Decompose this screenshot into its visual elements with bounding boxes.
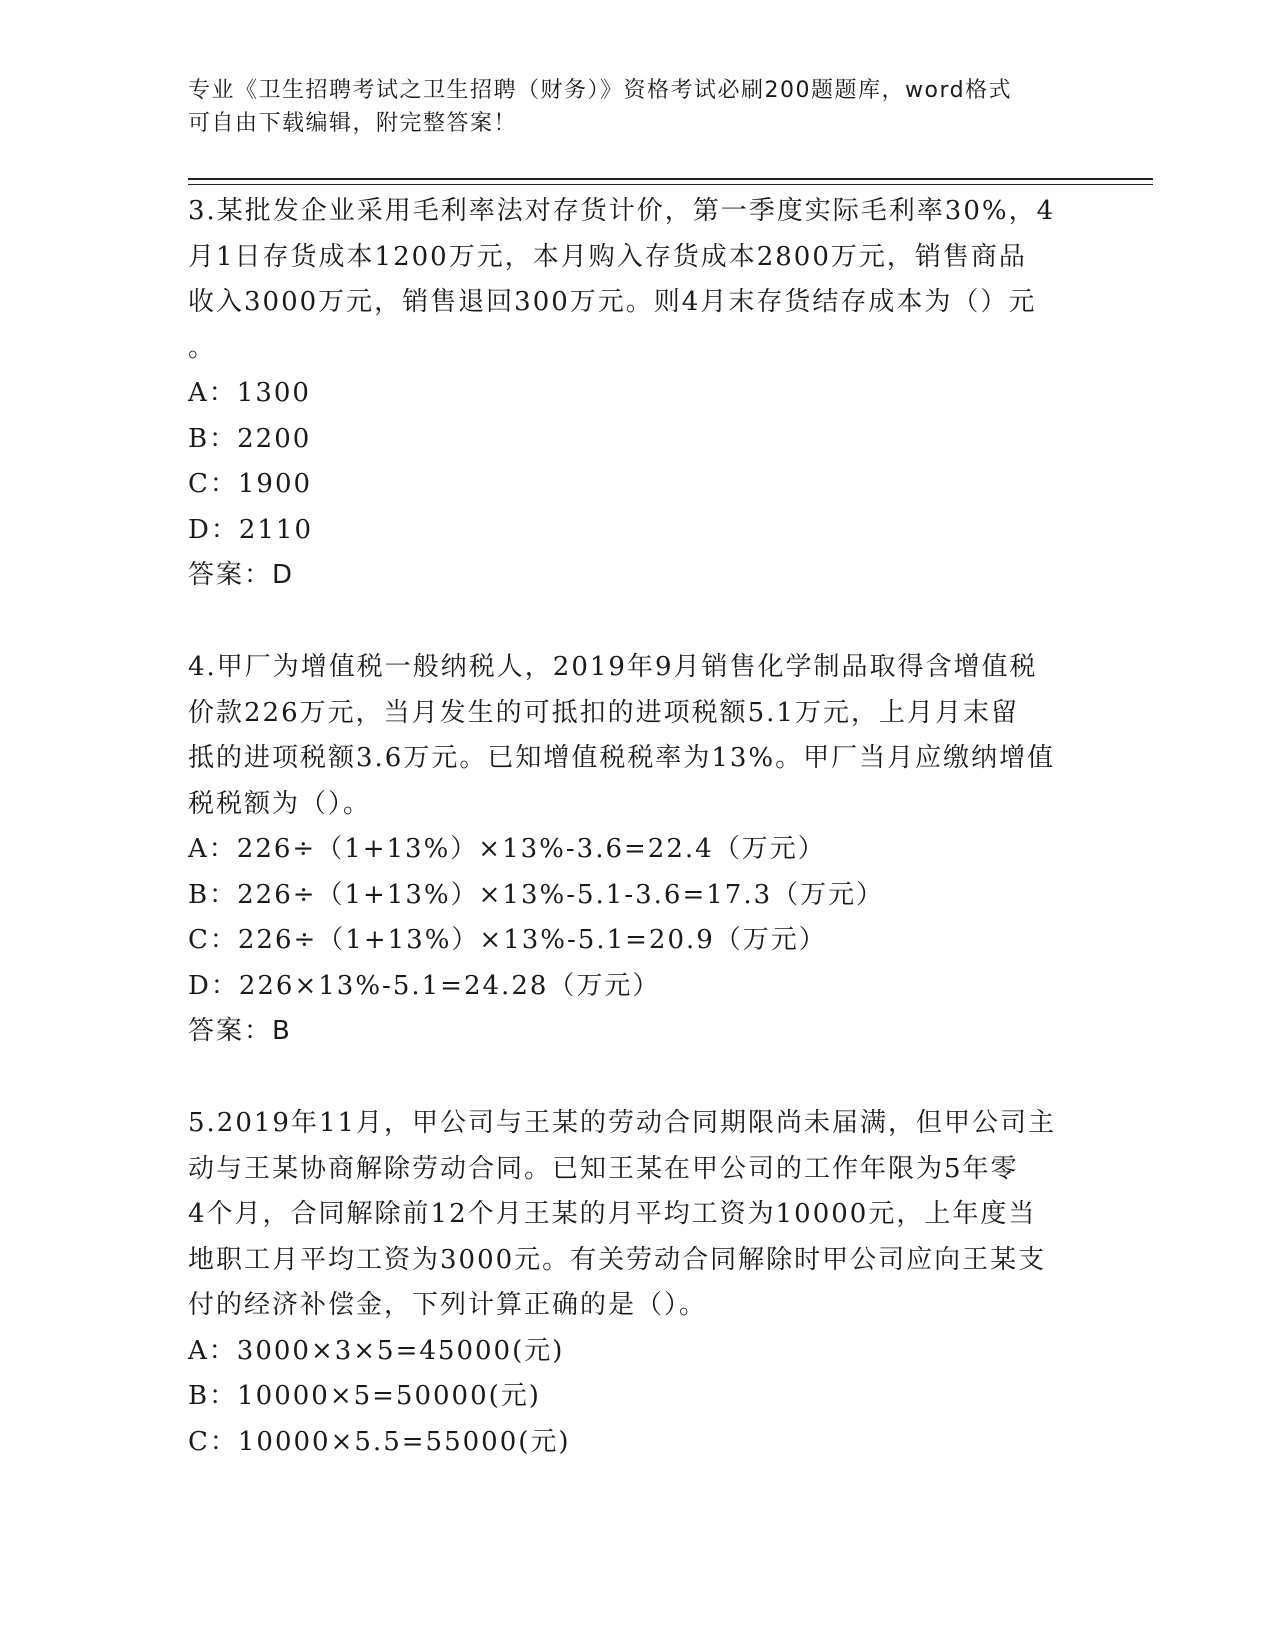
answer-label: 答案：D [188,560,295,590]
question-stem-line: 收入3000万元，销售退回300万元。则4月末存货结存成本为（）元 [188,287,1037,317]
question-stem-line: 4.甲厂为增值税一般纳税人，2019年9月销售化学制品取得含增值税 [188,652,1038,682]
header-title-line-1: 专业《卫生招聘考试之卫生招聘（财务）》资格考试必刷200题题库，word格式 [188,78,1013,103]
option-a: A：3000×3×5=45000(元) [188,1335,565,1366]
question-stem-line: 动与王某协商解除劳动合同。已知王某在甲公司的工作年限为5年零 [188,1153,1019,1184]
question-stem-line: 抵的进项税额3.6万元。已知增值税税率为13%。甲厂当月应缴纳增值 [188,743,1056,773]
question-stem-line: 月1日存货成本1200万元，本月购入存货成本2800万元，销售商品 [188,241,1027,272]
answer-label: 答案：B [188,1016,292,1046]
header-title-line-2: 可自由下载编辑，附完整答案！ [188,111,518,136]
question-stem-line: 5.2019年11月，甲公司与王某的劳动合同期限尚未届满，但甲公司主 [188,1108,1057,1138]
option-d: D：2110 [188,514,314,545]
option-b: B：2200 [188,423,312,454]
option-c: C：10000×5.5=55000(元) [188,1426,571,1457]
question-stem-line: 。 [188,332,217,363]
option-b: B：10000×5=50000(元) [188,1381,541,1411]
question-stem-line: 4个月，合同解除前12个月王某的月平均工资为10000元，上年度当 [188,1199,1037,1229]
option-a: A：1300 [188,378,311,408]
document-header [188,74,1068,140]
question-stem-line: 地职工月平均工资为3000元。有关劳动合同解除时甲公司应向王某支 [188,1244,1047,1275]
option-d: D：226×13%-5.1=24.28（万元） [188,970,661,1001]
question-3 [188,189,1088,599]
option-c: C：226÷（1+13%）×13%-5.1=20.9（万元） [188,925,827,955]
question-5 [188,1101,1088,1465]
header-divider-thin [188,184,1153,185]
question-stem-line: 价款226万元，当月发生的可抵扣的进项税额5.1万元，上月月末留 [188,697,1019,728]
question-stem-line: 税税额为（）。 [188,788,372,819]
option-c: C：1900 [188,469,313,499]
question-4 [188,645,1088,1055]
question-stem-line: 3.某批发企业采用毛利率法对存货计价，第一季度实际毛利率30%，4 [188,196,1056,226]
option-b: B：226÷（1+13%）×13%-5.1-3.6=17.3（万元） [188,879,885,910]
question-stem-line: 付的经济补偿金，下列计算正确的是（）。 [188,1290,708,1320]
header-divider-thick [188,178,1153,180]
option-a: A：226÷（1+13%）×13%-3.6=22.4（万元） [188,834,826,864]
